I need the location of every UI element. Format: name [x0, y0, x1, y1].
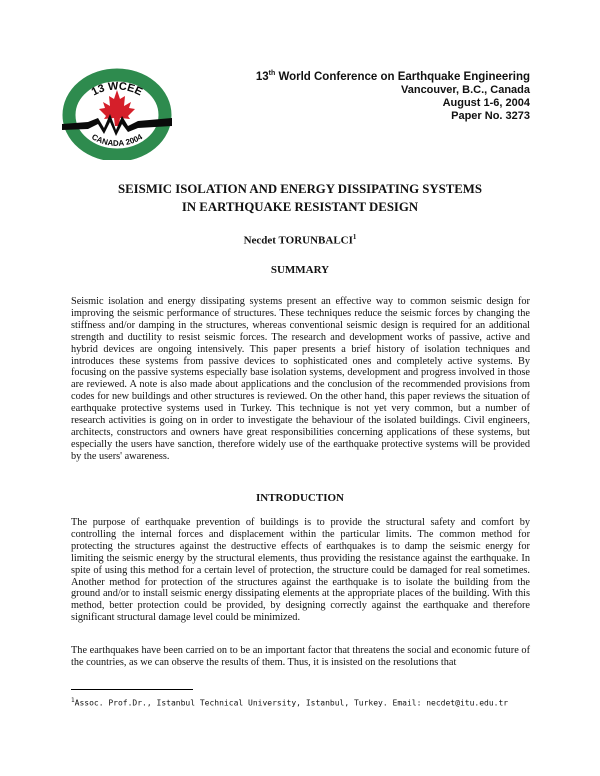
footnote-divider — [71, 689, 193, 690]
introduction-paragraph-1: The purpose of earthquake prevention of buildings is to provide the structural safety and comfort by controlling the internal forces and displacement within the particular limits. The common method for protecting the structures against the destructive effects of earthquakes is to damp the seismic energy for limiting the seismic energy by the structural elements, thus providing the resistance against the earthquake. In spite of using this method for a certain level of protection, the structure could be damaged for real sometimes. Another method for protection of the structures against the earthquake is to isolate the building from the ground and/or to install seismic energy dissipating elements at the appropriate places of the building. With this method, better protection could be provided, by designing correctly against the earthquake and therefore significant structural damage level could be minimized. — [71, 517, 530, 624]
introduction-paragraph-2: The earthquakes have been carried on to be an important factor that threatens the social and economic future of the countries, as we can observe the results of them. Thus, it is insisted on the resolutions that — [71, 645, 530, 668]
author: Necdet TORUNBALCI$^1$ — [243, 233, 357, 247]
conference-dates: August 1-6, 2004 — [442, 96, 530, 109]
conference-logo — [58, 66, 176, 160]
summary-heading: SUMMARY — [270, 264, 330, 276]
paper-title: SEISMIC ISOLATION AND ENERGY DISSIPATING SYSTEMS IN EARTHQUAKE RESISTANT DESIGN — [118, 182, 482, 214]
conference-name: 13th World Conference on Earthquake Engineering — [255, 70, 530, 83]
conference-header — [256, 67, 530, 123]
maple-leaf-icon — [99, 90, 135, 126]
paper-number: Paper No. 3273 — [451, 109, 530, 122]
footnote: $^1$Assoc. Prof.Dr., Istanbul Technical University, Istanbul, Turkey. Email: necdet@itu.edu.tr — [71, 697, 509, 708]
summary-body: Seismic isolation and energy dissipating systems present an effective way to common seismic design for improving the seismic performance of structures. These techniques reduce the seismic forces by changing the stiffness and/or damping in the structures, whereas conventional seismic design is required for an additional strength and ductility to resist seismic forces. The research and development works of passive, active and hybrid devices are ongoing intensively. This paper presents a brief history of isolation techniques and introduces these systems from passive devices to sophisticated ones and completely active systems. By focusing on the passive systems especially base isolation systems, development and progress involved in those are reviewed. A note is also made about applications and the conclusion of the recommended provisions from codes for new buildings and other structures is reviewed. On the other hand, this paper reviews the situation of earthquake protective systems used in Turkey. This technique is not yet very common, but a number of research activities is going on in order to investigate the behaviour of the isolated buildings. Civil engineers, architects, constructors and owners have great responsibilities concerning applications of these systems, but especially the users have sanction, therefore widely use of the earthquake protective systems will be provided by the users' awareness. — [71, 296, 530, 462]
introduction-heading: INTRODUCTION — [255, 492, 344, 504]
logo-top-text: 13 WCEE — [89, 80, 145, 99]
conference-location: Vancouver, B.C., Canada — [401, 83, 530, 96]
logo-bottom-text: CANADA 2004 — [90, 132, 144, 148]
